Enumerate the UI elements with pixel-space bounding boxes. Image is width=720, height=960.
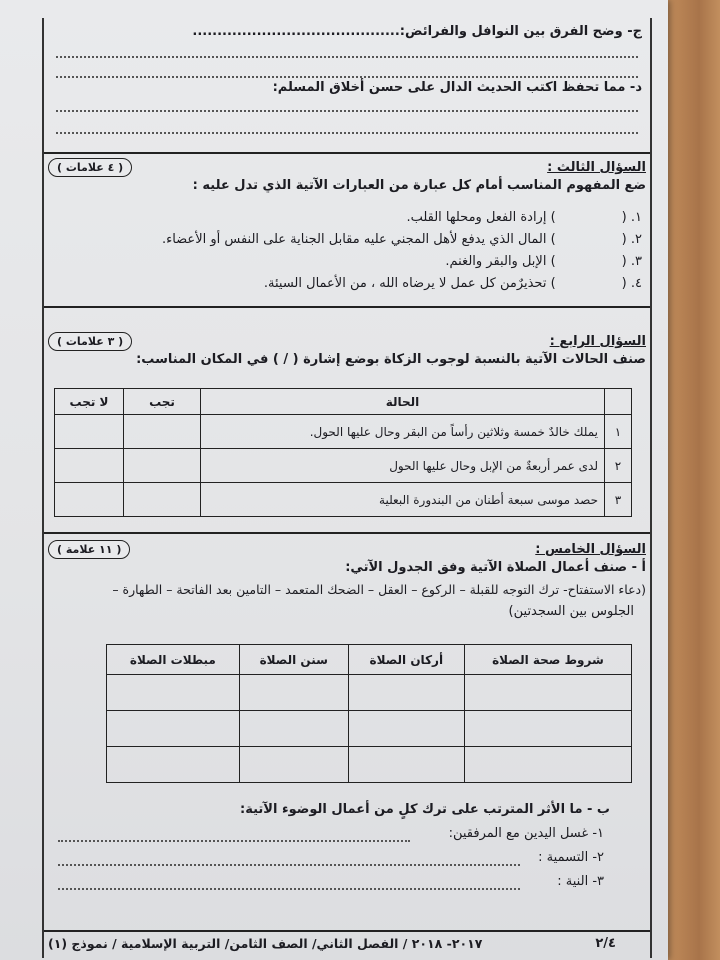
q5-b-item: ٢- التسمية : (538, 850, 604, 865)
yes-cell[interactable] (124, 449, 201, 483)
header-case: الحالة (201, 389, 605, 415)
header-conditions: شروط صحة الصلاة (464, 645, 631, 675)
section-divider (44, 532, 650, 534)
q5-b-item: ٣- النية : (557, 874, 604, 889)
no-cell[interactable] (55, 449, 124, 483)
prayer-table (106, 644, 632, 783)
no-cell[interactable] (55, 483, 124, 517)
q5-b-item: ١- غسل اليدين مع المرفقين: (448, 826, 604, 841)
q5-a-instruction: أ - صنف أعمال الصلاة الآتية وفق الجدول الآتي: (345, 560, 646, 575)
q4-title: السؤال الرابع : (549, 334, 646, 349)
q5-marks-badge: ( ١١ علامة ) (48, 540, 130, 559)
header-no: لا تجب (55, 389, 124, 415)
header-yes: تجب (124, 389, 201, 415)
page-frame (42, 18, 652, 958)
answer-line (58, 864, 520, 866)
table-row (107, 675, 632, 711)
q3-item: ٢. () المال الذي يدفع لأهل المجني عليه مقابل الجناية على النفس أو الأعضاء. (161, 232, 642, 247)
yes-cell[interactable] (124, 483, 201, 517)
table-row: ٢ لدى عمر أربعةٌ من الإبل وحال عليها الحول (55, 449, 632, 483)
table-row: ٣ حصد موسى سبعة أطنان من البندورة البعلية (55, 483, 632, 517)
q3-instruction: ضع المفهوم المناسب أمام كل عبارة من العبارات الآتية الذي تدل عليه : (192, 178, 646, 193)
footer-text: ٢٠١٧- ٢٠١٨ / الفصل الثاني/ الصف الثامن/ التربية الإسلامية / نموذج (١) (48, 936, 483, 951)
q5-a-list-cont: الجلوس بين السجدتين) (508, 604, 634, 619)
table-row: ١ يملك خالدٌ خمسة وثلاثين رأساً من البقر وحال عليها الحول. (55, 415, 632, 449)
q4-marks-badge: ( ٣ علامات ) (48, 332, 132, 351)
q3-item: ١. () إرادة الفعل ومحلها القلب. (406, 210, 642, 225)
q5-title: السؤال الخامس : (535, 542, 646, 557)
answer-line (56, 76, 638, 78)
yes-cell[interactable] (124, 415, 201, 449)
page-number: ٢/٤ (595, 936, 616, 951)
answer-line (56, 132, 638, 134)
answer-line (56, 56, 638, 58)
answer-line (58, 888, 520, 890)
footer-divider (44, 930, 650, 932)
table-row (107, 711, 632, 747)
q4-instruction: صنف الحالات الآتية بالنسبة لوجوب الزكاة بوضع إشارة ( / ) في المكان المناسب: (136, 352, 646, 367)
question-2d: د- مما تحفظ اكتب الحديث الدال على حسن أخلاق المسلم: (272, 80, 642, 95)
q3-item: ٣. () الإبل والبقر والغنم. (445, 254, 642, 269)
question-2c: ج- وضح الفرق بين النوافل والفرائض:.......................................... (192, 24, 642, 39)
zakat-table (54, 388, 632, 517)
q3-title: السؤال الثالث : (547, 160, 646, 175)
q5-b-instruction: ب - ما الأثر المترتب على ترك كلٍ من أعمال الوضوء الآتية: (240, 802, 610, 817)
header-pillars: أركان الصلاة (348, 645, 464, 675)
header-invalidators: مبطلات الصلاة (107, 645, 240, 675)
header-sunnahs: سنن الصلاة (239, 645, 348, 675)
section-divider (44, 306, 650, 308)
answer-line (58, 840, 410, 842)
q5-a-list: (دعاء الاستفتاح- ترك التوجه للقبلة – الركوع – العقل – الضحك المتعمد – التامين بعد الفاتحة – الطهارة – (112, 582, 646, 597)
q3-marks-badge: ( ٤ علامات ) (48, 158, 132, 177)
q3-item: ٤. () تحذيرٌمن كل عمل لا يرضاه الله ، من الأعمال السيئة. (263, 276, 642, 291)
no-cell[interactable] (55, 415, 124, 449)
table-row (107, 747, 632, 783)
section-divider (44, 152, 650, 154)
answer-line (56, 110, 638, 112)
